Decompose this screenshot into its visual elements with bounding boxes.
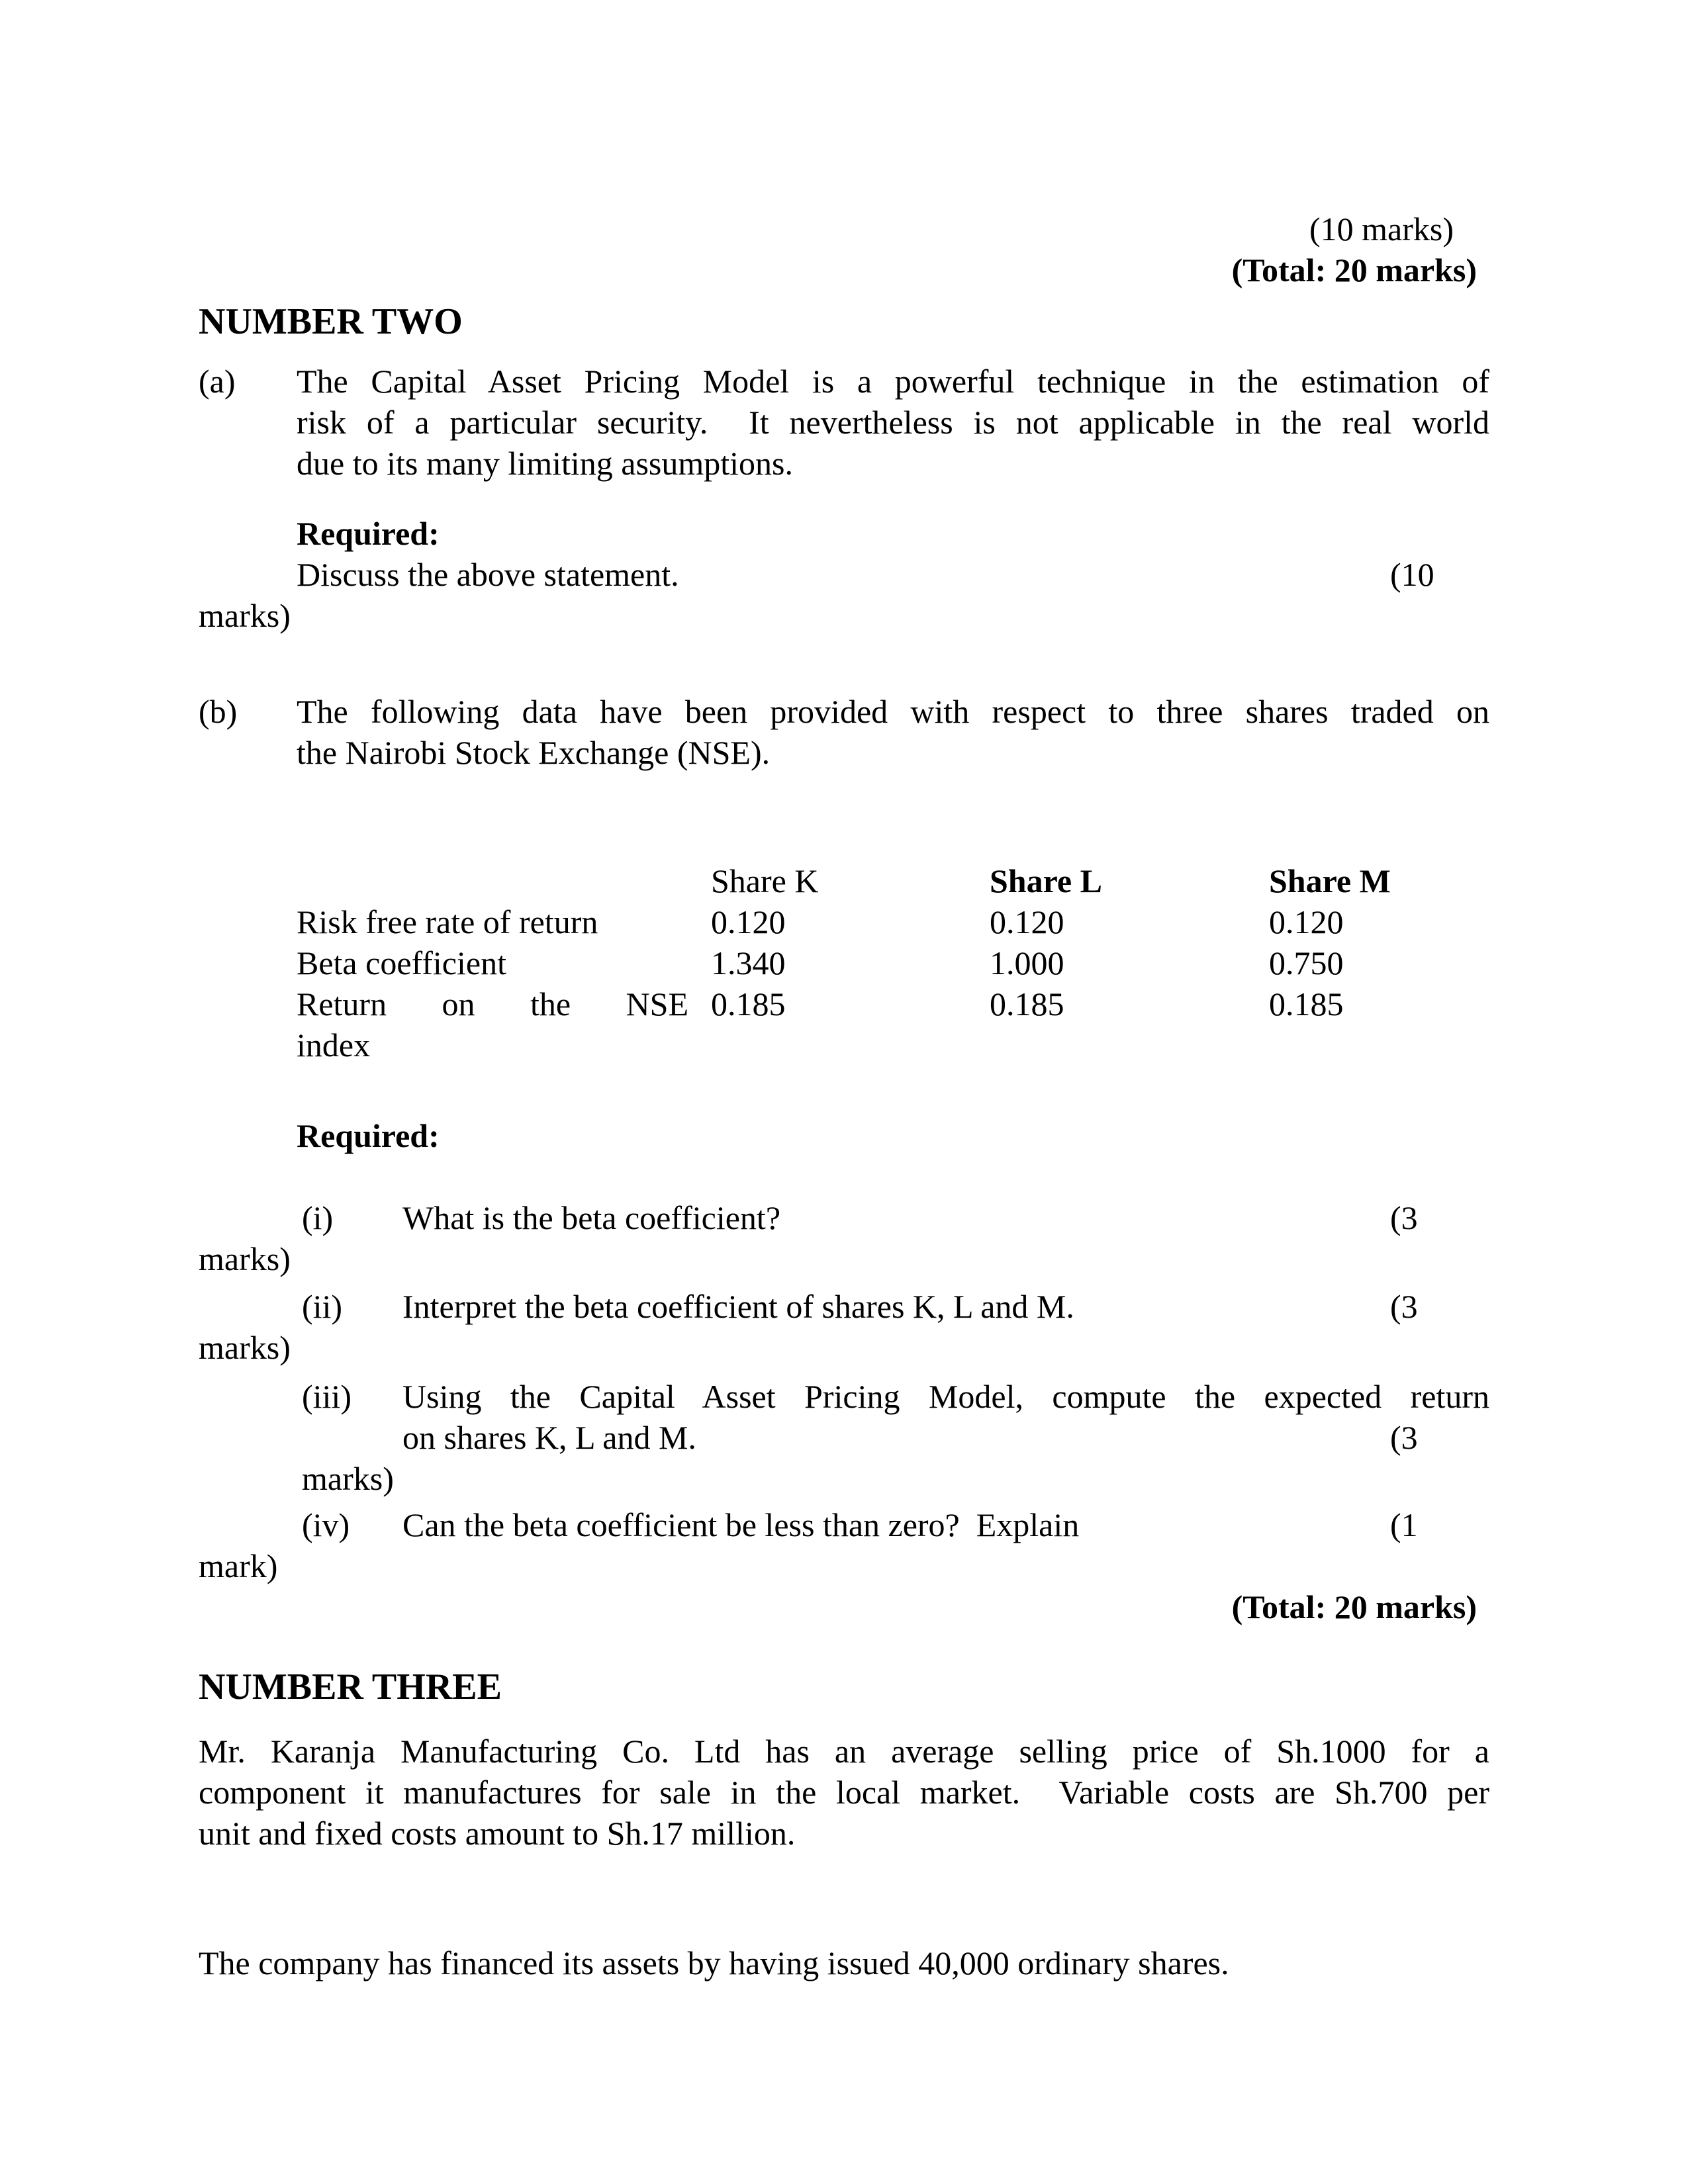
question-ii-marks-wrap: marks): [199, 1329, 291, 1366]
item-b-marker: (b): [199, 693, 238, 730]
question-iii-line-2-row: [402, 1417, 1489, 1458]
question-iv-marks-inline: (1: [1390, 1506, 1418, 1543]
item-b: [199, 691, 1489, 773]
required-label-1: Required:: [297, 515, 440, 552]
shares-data-table: [297, 860, 1489, 1066]
required-task-text: Discuss the above statement.: [297, 556, 679, 593]
item-b-line-2: the Nairobi Stock Exchange (NSE).: [297, 734, 771, 771]
question-iii-marker: (iii): [302, 1378, 352, 1415]
number-three-line-1: Mr. Karanja Manufacturing Co. Ltd has an average selling price of Sh.1000 for a: [199, 1733, 1489, 1770]
table-cell: 0.120: [990, 903, 1064, 940]
question-ii-text: [402, 1286, 1489, 1327]
table-cell: 0.120: [1269, 903, 1344, 940]
item-a-line-1: The Capital Asset Pricing Model is a powerful technique in the estimation of: [297, 363, 1489, 400]
item-a-line-3: due to its many limiting assumptions.: [297, 445, 793, 482]
required-marks-inline: (10: [1390, 556, 1434, 593]
number-three-line-3: unit and fixed costs amount to Sh.17 million.: [199, 1815, 796, 1852]
table-cell: 0.750: [1269, 944, 1344, 981]
question-i: [302, 1197, 1489, 1238]
required-label-2: Required:: [297, 1117, 440, 1154]
question-i-line: What is the beta coefficient?: [402, 1199, 781, 1236]
number-three-closing-line: The company has financed its assets by having issued 40,000 ordinary shares.: [199, 1944, 1229, 1981]
required-task-line: [297, 554, 1489, 595]
item-a: [199, 361, 1489, 484]
table-cell: 0.185: [990, 985, 1064, 1023]
table-header-empty: [297, 860, 711, 901]
number-three-line-2: component it manufactures for sale in the local market. Variable costs are Sh.700 per: [199, 1774, 1489, 1811]
number-three-paragraph: [199, 1731, 1489, 1854]
table-cell: 0.185: [711, 985, 786, 1023]
item-a-marker: (a): [199, 363, 236, 400]
number-two-heading: NUMBER TWO: [199, 301, 463, 342]
number-three-heading: NUMBER THREE: [199, 1666, 502, 1707]
question-iii-line-2: on shares K, L and M.: [402, 1419, 696, 1456]
question-ii-marker: (ii): [302, 1288, 343, 1325]
total-marks-top: (Total: 20 marks): [1231, 251, 1477, 289]
question-iii: [302, 1376, 1489, 1499]
table-header-share-k: Share K: [711, 862, 819, 899]
question-iii-marks-inline: (3: [1390, 1419, 1418, 1456]
question-i-text: [402, 1197, 1489, 1238]
table-row-label: Risk free rate of return: [297, 903, 598, 940]
question-i-marks-inline: (3: [1390, 1199, 1418, 1236]
marks-annotation-top: (10 marks): [1309, 210, 1454, 248]
question-iv-line: Can the beta coefficient be less than zero? Explain: [402, 1506, 1080, 1543]
question-iv-marker: (iv): [302, 1506, 350, 1543]
question-ii-line: Interpret the beta coefficient of shares K, L and M.: [402, 1288, 1074, 1325]
table-row-label-line-1: Return on the NSE: [297, 985, 688, 1023]
item-a-line-2: risk of a particular security. It nevertheless is not applicable in the real world: [297, 404, 1489, 441]
table-row-label-line-2: index: [297, 1026, 371, 1064]
question-iii-line-1: Using the Capital Asset Pricing Model, compute the expected return: [402, 1378, 1489, 1415]
item-a-text: [297, 361, 1489, 484]
page-content: [199, 208, 1489, 1983]
table-row-label: Beta coefficient: [297, 944, 506, 981]
question-iv-marks-wrap: mark): [199, 1547, 278, 1584]
item-b-text: [297, 691, 1489, 773]
table-header-share-m: Share M: [1269, 862, 1391, 899]
table-cell: 1.340: [711, 944, 786, 981]
question-ii-marks-inline: (3: [1390, 1288, 1418, 1325]
question-iii-marks-wrap: marks): [302, 1460, 394, 1497]
table-row-label: [297, 983, 711, 1066]
table-cell: 0.185: [1269, 985, 1344, 1023]
question-i-marker: (i): [302, 1199, 334, 1236]
item-b-line-1: The following data have been provided with respect to three shares traded on: [297, 693, 1489, 730]
question-i-marks-wrap: marks): [199, 1240, 291, 1277]
question-iv: [302, 1504, 1489, 1545]
required-marks-wrap: marks): [199, 597, 291, 634]
question-ii: [302, 1286, 1489, 1327]
total-marks-bottom: (Total: 20 marks): [1231, 1588, 1477, 1625]
table-cell: 0.120: [711, 903, 786, 940]
question-iv-text: [402, 1504, 1489, 1545]
table-cell: 1.000: [990, 944, 1064, 981]
table-header-share-l: Share L: [990, 862, 1102, 899]
